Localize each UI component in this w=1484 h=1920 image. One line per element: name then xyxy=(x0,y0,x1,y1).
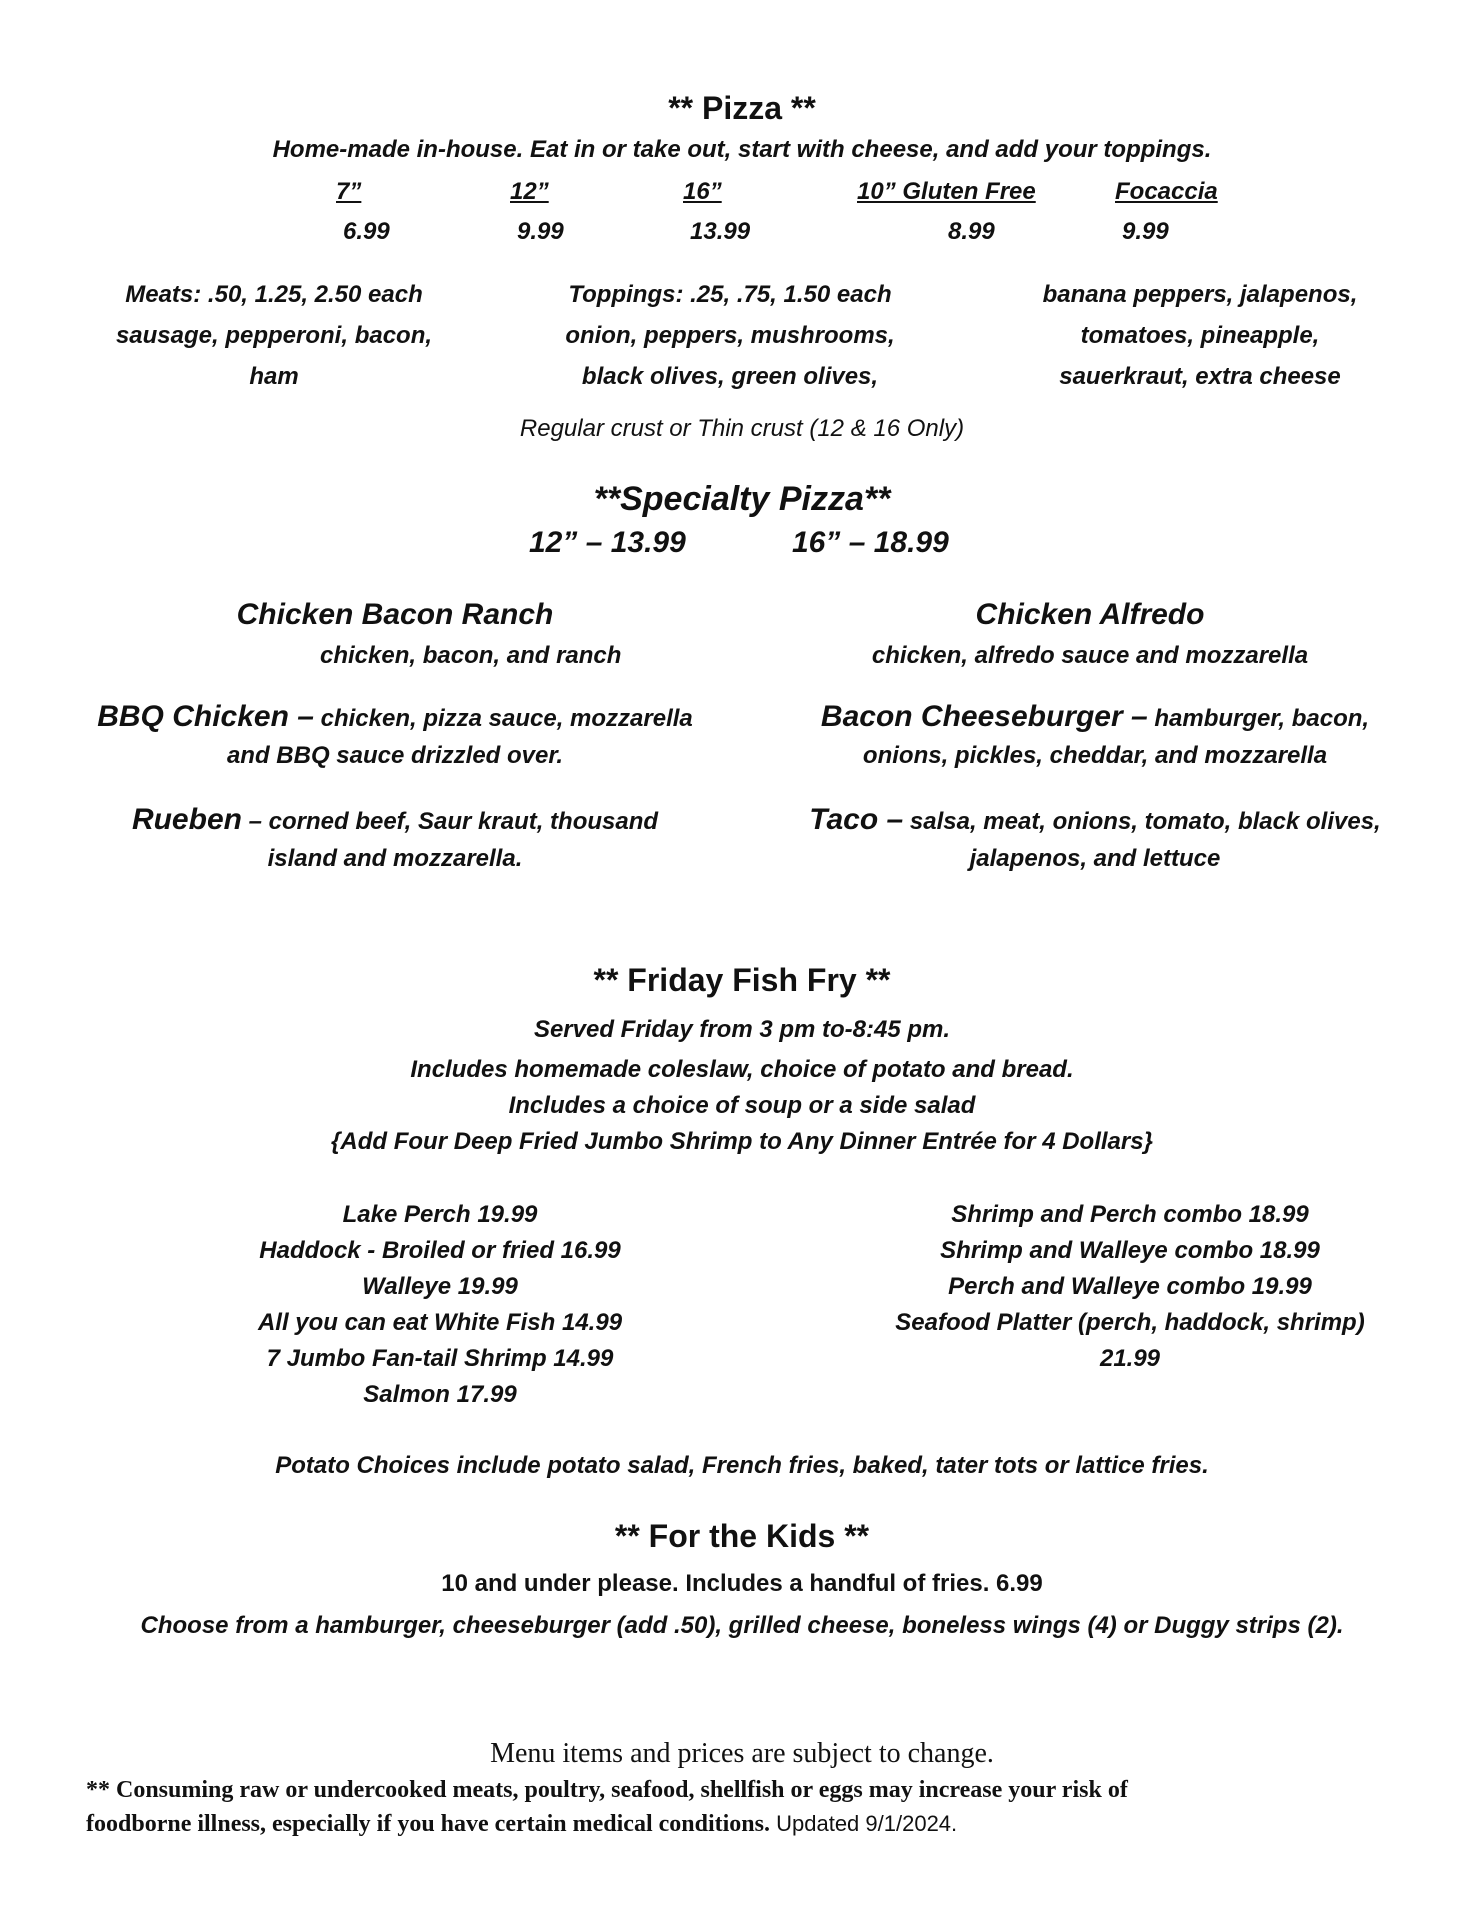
list-item: 21.99 xyxy=(1099,1345,1161,1372)
list-item: 7 Jumbo Fan-tail Shrimp 14.99 xyxy=(266,1345,614,1372)
food-safety-warning xyxy=(86,1773,1446,1841)
size-label-7: 7” xyxy=(336,178,362,205)
bbq-chicken-name: BBQ Chicken – xyxy=(97,700,314,733)
toppings-column xyxy=(540,274,920,397)
fish-fry-title: ** Friday Fish Fry ** xyxy=(593,962,891,998)
fish-fry-right-list xyxy=(860,1197,1400,1377)
fish-fry-includes1: Includes homemade coleslaw, choice of potato and bread. xyxy=(410,1056,1074,1083)
meats-line2: sausage, pepperoni, bacon, xyxy=(115,322,433,349)
meats-column xyxy=(86,274,462,397)
bacon-cheeseburger-desc1: hamburger, bacon, xyxy=(1147,705,1370,732)
taco-desc1: salsa, meat, onions, tomato, black olives, xyxy=(903,808,1381,835)
toppings-line1: Toppings: .25, .75, 1.50 each xyxy=(568,281,892,308)
rueben-name: Rueben xyxy=(131,803,242,836)
rueben-desc1: – corned beef, Saur kraut, thousand xyxy=(241,808,659,835)
fish-fry-addon: {Add Four Deep Fried Jumbo Shrimp to Any Dinner Entrée for 4 Dollars} xyxy=(331,1128,1153,1155)
size-label-12: 12” xyxy=(510,178,549,205)
list-item: Haddock - Broiled or fried 16.99 xyxy=(259,1237,621,1264)
taco-desc2: jalapenos, and lettuce xyxy=(969,845,1221,872)
crust-note: Regular crust or Thin crust (12 & 16 Only) xyxy=(519,415,965,442)
size-label-16: 16” xyxy=(683,178,722,205)
kids-line1: 10 and under please. Includes a handful of fries. 6.99 xyxy=(441,1570,1043,1597)
warning-line1: ** Consuming raw or undercooked meats, poultry, seafood, shellfish or eggs may increase your risk of xyxy=(86,1777,1128,1803)
list-item: All you can eat White Fish 14.99 xyxy=(257,1309,623,1336)
size-label-focaccia: Focaccia xyxy=(1115,178,1218,205)
specialty-title: **Specialty Pizza** xyxy=(593,480,891,518)
fish-fry-served: Served Friday from 3 pm to-8:45 pm. xyxy=(533,1016,951,1043)
taco-name: Taco – xyxy=(809,803,904,836)
fish-fry-left-list xyxy=(200,1197,680,1413)
pizza-title: ** Pizza ** xyxy=(668,90,816,126)
pizza-intro: Home-made in-house. Eat in or take out, start with cheese, and add your toppings. xyxy=(272,136,1212,163)
size-price-gluten-free: 8.99 xyxy=(948,218,995,245)
specialty-price-12: 12” – 13.99 xyxy=(529,526,686,559)
list-item: Walleye 19.99 xyxy=(362,1273,518,1300)
list-item: Shrimp and Perch combo 18.99 xyxy=(951,1201,1309,1228)
list-item: Salmon 17.99 xyxy=(363,1381,517,1408)
toppings-line3: black olives, green olives, xyxy=(581,363,879,390)
list-item: Perch and Walleye combo 19.99 xyxy=(948,1273,1312,1300)
bacon-cheeseburger-name: Bacon Cheeseburger – xyxy=(820,700,1148,733)
size-price-12: 9.99 xyxy=(517,218,564,245)
size-price-7: 6.99 xyxy=(343,218,390,245)
warning-line2: foodborne illness, especially if you have certain medical conditions. xyxy=(86,1811,770,1837)
fish-fry-includes2: Includes a choice of soup or a side salad xyxy=(508,1092,976,1119)
chicken-alfredo-name: Chicken Alfredo xyxy=(975,598,1205,631)
chicken-bacon-ranch-name: Chicken Bacon Ranch xyxy=(236,598,554,631)
kids-line2: Choose from a hamburger, cheeseburger (add .50), grilled cheese, boneless wings (4) or Duggy strips (2). xyxy=(140,1612,1344,1639)
specialty-chicken-bacon-ranch xyxy=(140,598,650,632)
updated-date: Updated 9/1/2024. xyxy=(770,1811,958,1836)
specialty-rueben xyxy=(80,803,710,837)
bacon-cheeseburger-desc2: onions, pickles, cheddar, and mozzarella xyxy=(862,742,1328,769)
bbq-chicken-desc2: and BBQ sauce drizzled over. xyxy=(226,742,564,769)
toppings-more-line3: sauerkraut, extra cheese xyxy=(1059,363,1341,390)
specialty-bbq-chicken xyxy=(80,700,710,734)
kids-title: ** For the Kids ** xyxy=(614,1518,870,1554)
size-label-gluten-free: 10” Gluten Free xyxy=(857,178,1036,205)
price-change-notice: Menu items and prices are subject to change. xyxy=(490,1738,994,1769)
size-price-16: 13.99 xyxy=(690,218,751,245)
size-price-focaccia: 9.99 xyxy=(1122,218,1169,245)
specialty-price-16: 16” – 18.99 xyxy=(792,526,949,559)
meats-line3: ham xyxy=(249,363,299,390)
potato-choices: Potato Choices include potato salad, French fries, baked, tater tots or lattice fries. xyxy=(275,1452,1209,1479)
meats-line1: Meats: .50, 1.25, 2.50 each xyxy=(125,281,423,308)
list-item: Lake Perch 19.99 xyxy=(342,1201,538,1228)
toppings-more-line2: tomatoes, pineapple, xyxy=(1080,322,1320,349)
specialty-taco xyxy=(770,803,1420,837)
chicken-bacon-ranch-desc: chicken, bacon, and ranch xyxy=(320,642,622,669)
specialty-bacon-cheeseburger xyxy=(780,700,1410,734)
bbq-chicken-desc1: chicken, pizza sauce, mozzarella xyxy=(313,705,693,732)
list-item: Shrimp and Walleye combo 18.99 xyxy=(940,1237,1320,1264)
chicken-alfredo-desc: chicken, alfredo sauce and mozzarella xyxy=(871,642,1309,669)
toppings-line2: onion, peppers, mushrooms, xyxy=(565,322,895,349)
list-item: Seafood Platter (perch, haddock, shrimp) xyxy=(895,1309,1365,1336)
rueben-desc2: island and mozzarella. xyxy=(267,845,523,872)
toppings-more-column xyxy=(1010,274,1390,397)
toppings-more-line1: banana peppers, jalapenos, xyxy=(1042,281,1358,308)
